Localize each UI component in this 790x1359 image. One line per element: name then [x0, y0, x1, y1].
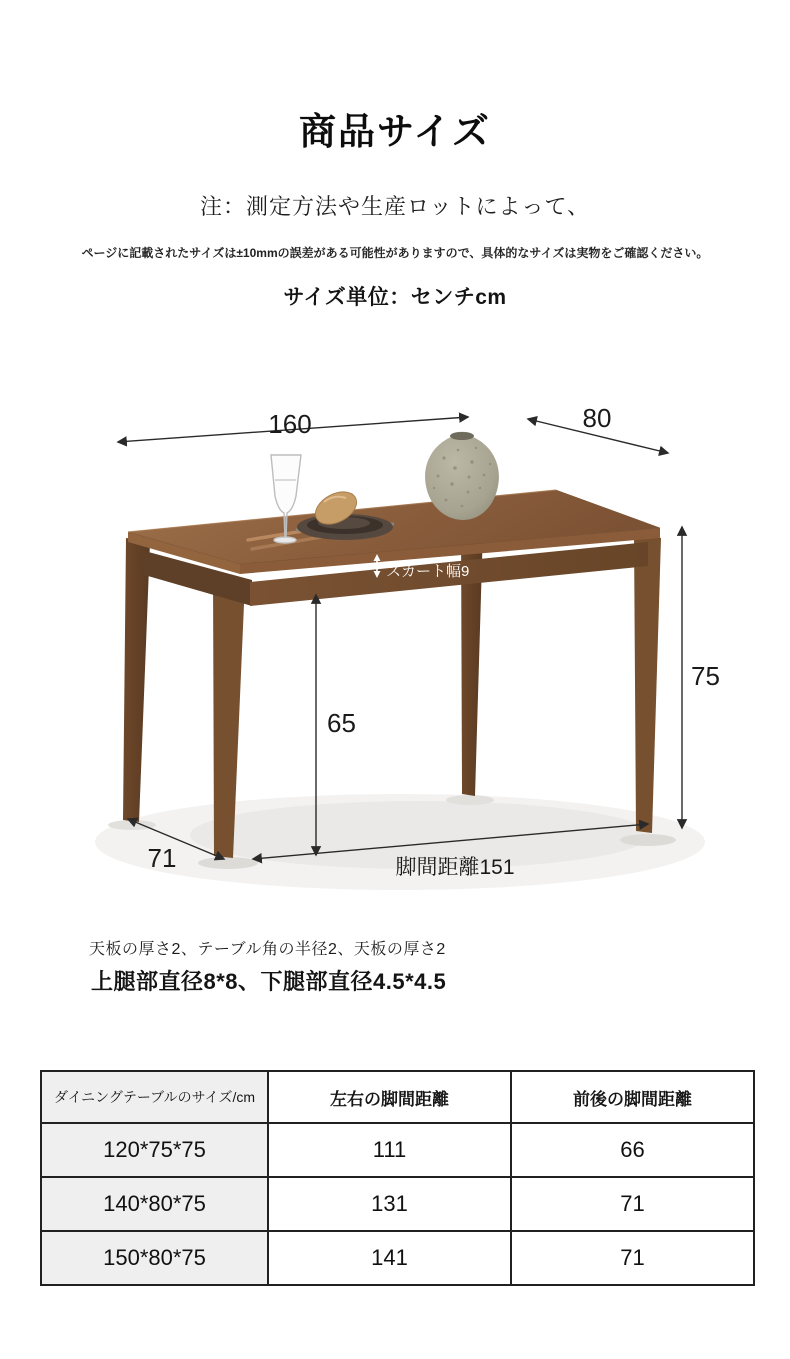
dim-label-height: 75: [691, 661, 720, 691]
size-table: [40, 1070, 755, 1286]
size-unit-line: サイズ単位：センチcm: [283, 286, 507, 309]
size-table-header-size: ダイニングテーブルのサイズ/cm: [41, 1071, 268, 1123]
measurement-note: 注：測定方法や生産ロットによって、: [199, 194, 591, 219]
lr-span-cell: 141: [268, 1231, 511, 1285]
table-row: [41, 1231, 754, 1285]
dim-label-length: 160: [268, 409, 312, 439]
fb-span-cell: 66: [511, 1123, 754, 1177]
table-row: [41, 1123, 754, 1177]
dim-label-leg-span: 脚間距離151: [395, 856, 515, 879]
lr-span-cell: 131: [268, 1177, 511, 1231]
size-table-header-row: [41, 1071, 754, 1123]
lr-span-cell: 111: [268, 1123, 511, 1177]
dim-label-depth: 80: [582, 403, 612, 433]
fb-span-cell: 71: [511, 1177, 754, 1231]
dim-label-skirt-width: スカート幅9: [386, 563, 470, 580]
table-leg-front-right: [634, 534, 661, 833]
product-dimension-diagram: [0, 380, 790, 900]
size-cell: 120*75*75: [41, 1123, 268, 1177]
tolerance-fine-print: ページに記載されたサイズは±10mmの誤差がある可能性がありますので、具体的なサイズは実物をご確認ください。: [81, 246, 709, 260]
dim-label-apron-height: 65: [327, 708, 356, 738]
spec-line-thickness: 天板の厚さ2、テーブル角の半径2、天板の厚さ2: [89, 941, 446, 958]
spec-line-leg-diameter: 上腿部直径8*8、下腿部直径4.5*4.5: [91, 969, 447, 994]
dim-label-leg-depth: 71: [147, 843, 177, 873]
size-table-header-fb-span: 前後の脚間距離: [511, 1071, 754, 1123]
dimension-arrows: [118, 417, 682, 859]
size-cell: 150*80*75: [41, 1231, 268, 1285]
fb-span-cell: 71: [511, 1231, 754, 1285]
vase: [425, 432, 499, 520]
size-cell: 140*80*75: [41, 1177, 268, 1231]
size-table-header-lr-span: 左右の脚間距離: [268, 1071, 511, 1123]
table-row: [41, 1177, 754, 1231]
table-leg-back-left: [123, 538, 150, 822]
page-title: 商品サイズ: [298, 111, 492, 152]
